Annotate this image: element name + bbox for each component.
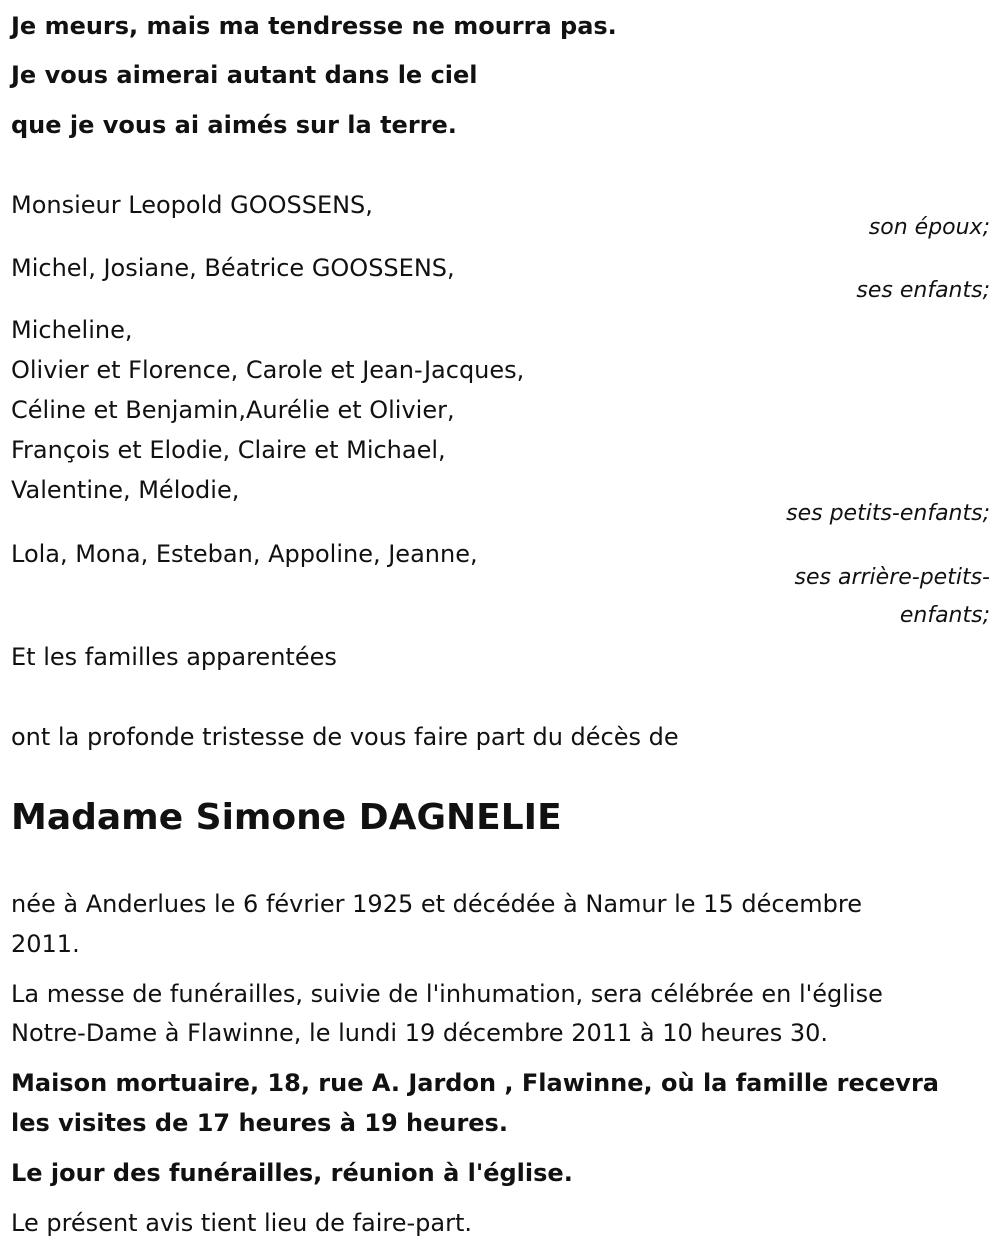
grandchildren-line: François et Elodie, Claire et Michael, [11,436,446,464]
quote-line-1: Je meurs, mais ma tendresse ne mourra pas. [11,12,617,40]
mass-line-2: Notre-Dame à Flawinne, le lundi 19 décembre 2011 à 10 heures 30. [11,1019,828,1047]
birth-death-line-2: 2011. [11,930,80,958]
children-names: Michel, Josiane, Béatrice GOOSSENS, [11,254,455,282]
notice-line: Le présent avis tient lieu de faire-part. [11,1209,473,1237]
deceased-name: Madame Simone DAGNELIE [11,797,562,838]
grandchildren-line: Micheline, [11,316,133,344]
relatives-line: Et les familles apparentées [11,643,337,671]
grandchildren-line: Olivier et Florence, Carole et Jean-Jacques, [11,356,525,384]
mortuary-line-2: les visites de 17 heures à 19 heures. [11,1109,508,1137]
grandchildren-line: Valentine, Mélodie, [11,476,240,504]
mortuary-line-1: Maison mortuaire, 18, rue A. Jardon , Flawinne, où la famille recevra [11,1069,939,1097]
announcement-text: ont la profonde tristesse de vous faire part du décès de [11,723,679,751]
children-role: ses enfants; [856,278,990,303]
grandchildren-line: Céline et Benjamin,Aurélie et Olivier, [11,396,455,424]
quote-line-3: que je vous ai aimés sur la terre. [11,111,457,139]
great-grandchildren-role-line-1: ses arrière-petits- [794,565,990,590]
quote-line-2: Je vous aimerai autant dans le ciel [11,61,478,89]
grandchildren-role: ses petits-enfants; [786,501,990,526]
great-grandchildren-names: Lola, Mona, Esteban, Appoline, Jeanne, [11,540,478,568]
spouse-role: son époux; [868,215,990,240]
funeral-day-line: Le jour des funérailles, réunion à l'église. [11,1159,573,1187]
mass-line-1: La messe de funérailles, suivie de l'inhumation, sera célébrée en l'église [11,980,883,1008]
birth-death-line-1: née à Anderlues le 6 février 1925 et décédée à Namur le 15 décembre [11,890,863,918]
great-grandchildren-role-line-2: enfants; [899,603,990,628]
spouse-name: Monsieur Leopold GOOSSENS, [11,191,373,219]
